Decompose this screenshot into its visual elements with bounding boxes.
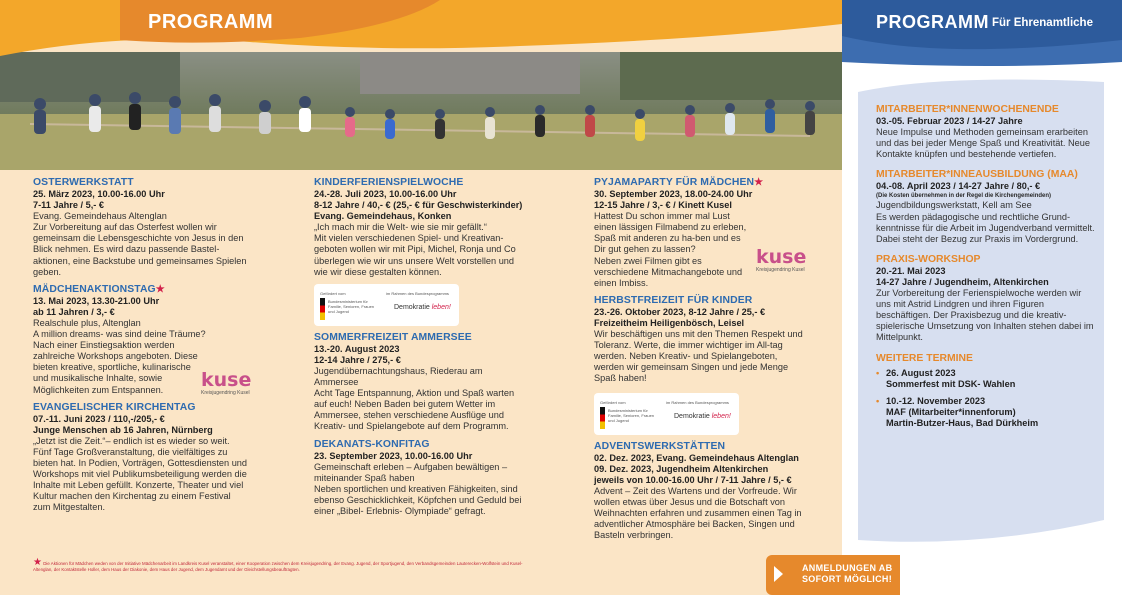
event-description: Realschule plus, Altenglan A million dreams- was sind deine Träume? Nach einer Einstiegsaktion werden zahlreiche Workshops angeboten. Diese bieten kreative, sportliche, kulinarische und musikalische Inhalte, sowie Möglichkeiten zum Entspannen. <box>33 317 206 395</box>
star-icon: ★ <box>155 283 165 295</box>
event-title: EVANGELISCHER KIRCHENTAG <box>33 401 196 413</box>
right-page-subtitle: Für Ehrenamtliche <box>992 17 1093 29</box>
eagle-icon <box>600 407 605 429</box>
event-title-row <box>33 284 248 296</box>
demokratie-logo <box>394 302 451 313</box>
event-date-2: 09. Dez. 2023, Jugendheim Altenkirchen <box>594 463 769 474</box>
cta-line-1: ANMELDUNGEN AB <box>802 563 893 573</box>
program-column-2 <box>314 177 529 523</box>
event-title: OSTERWERKSTATT <box>33 177 134 188</box>
event-description: Hattest Du schon immer mal Lust einen lässigen Filmabend zu erleben, Spaß mit anderen zu ha-ben und es Dir gut gehen zu lassen? Neben zwei Filmen gibt es verschiedene Mitmachangebote und einen Imbiss. <box>594 211 747 288</box>
term-date: 26. August 2023 <box>886 367 956 378</box>
event-description: Neue Impulse und Methoden gemeinsam erarbeiten und das bei jeder Menge Spaß und Kreativität. Neue Kontakte knüpfen und bestehende vertiefen. <box>876 127 1090 160</box>
gov-funded-label: Gefördert vom <box>320 290 346 296</box>
event-kirchentag <box>33 402 248 514</box>
event-date-1: 02. Dez. 2023, Evang. Gemeindehaus Altenglan <box>594 452 799 463</box>
event-kinderferienspielwoche <box>314 177 529 326</box>
kusel-logo-icon <box>756 247 806 287</box>
event-title: ADVENTSWERKSTÄTTEN <box>594 440 726 452</box>
event-location: Evang. Gemeindehaus, Konken <box>314 211 452 222</box>
program-column-3 <box>594 177 809 547</box>
event-maedchenaktionstag <box>33 283 252 396</box>
star-icon: ★ <box>33 557 42 568</box>
event-date: 13. Mai 2023, 13.30-21.00 Uhr <box>33 295 160 306</box>
event-adventswerkstaetten <box>594 441 809 542</box>
event-date: 30. September 2023, 18.00-24.00 Uhr <box>594 189 753 199</box>
event-konfitag <box>314 439 529 518</box>
list-item <box>876 368 1096 390</box>
demokratie-logo <box>674 411 731 422</box>
event-time-age-price: jeweils von 10.00-16.00 Uhr / 7-11 Jahre / 5,- € <box>594 474 792 485</box>
footnote <box>33 557 531 572</box>
gov-program-label: im Rahmen des Bundesprogramms <box>386 290 449 296</box>
event-age-price: 8-12 Jahre / 40,- € (25,- € für Geschwisterkinder) <box>314 200 523 211</box>
event-title: MITARBEITER*INNEAUSBILDUNG (MAA) <box>876 169 1078 181</box>
event-date: 23. September 2023, 10.00-16.00 Uhr <box>314 450 473 461</box>
kusel-logo-subtitle: Kreisjugendring Kusel <box>756 267 805 273</box>
kusel-logo-word: kuse <box>201 368 252 391</box>
event-location: Freizeitheim Heiligenbösch, Leisel <box>594 317 745 328</box>
event-title: DEKANATS-KONFITAG <box>314 438 430 450</box>
program-column-1 <box>33 177 252 519</box>
demokratie-text: Demokratie <box>394 303 432 311</box>
event-description: Jugendübernachtungshaus, Riederau am Ammersee Acht Tage Entspannung, Aktion und Spaß warten auf euch! Neben Baden bei gutem Wetter im Ammersee, stehen verschiedene Ausflüge und Kreativ- und Spielangebote auf dem Programm. <box>314 365 515 432</box>
cta-text <box>802 563 892 585</box>
event-description: Zur Vorbereitung der Ferienspielwoche werden wir uns mit Astrid Lindgren und ihren Figuren beschäftigen. Der Praxisbezug und die kreativ-spielerische Umsetzung von Inhalten stehen dabei im Mittelpunkt. <box>876 288 1094 343</box>
footnote-text: Die Aktionen für Mädchen weden von der Initiative Mädchenarbeit im Landkreis Kusel veranstaltet, einer Kooperation zwischen dem Kreisjugendring, der Evang. Jugend, der Sportjugend, den Verbandsgemeinden Lauterecken-Wolfstein und Kusel-Altenglan, der Kontaktstelle Holler, dem Haus der Diakonie, dem Haus der Jugend, dem Jugendamt und der Gleichstellungsbeauftragten. <box>33 561 523 572</box>
event-description: Jugendbildungswerkstatt, Kell am See Es werden pädagogische und rechtliche Grund-kenntnisse für die Arbeit im Jugendverband vermittelt. Dabei steht der Bezug zur Praxis im Vordergrund. <box>876 200 1095 244</box>
kusel-logo-subtitle: Kreisjugendring Kusel <box>201 389 250 396</box>
term-title: Sommerfest mit DSK- Wahlen <box>886 378 1016 389</box>
event-title-row <box>594 177 809 189</box>
gov-ministry-name: Bundesministerium für Familie, Senioren, Frauen und Jugend <box>328 298 375 314</box>
gov-ministry-name: Bundesministerium für Familie, Senioren, Frauen und Jugend <box>608 407 655 423</box>
right-panel <box>842 0 1122 595</box>
event-description: Evang. Gemeindehaus Altenglan Zur Vorbereitung auf das Osterfest wollen wir gemeinsam die Lebensgeschichte von Jesus in den Blick nehmen. Es wird dazu passende Bastel-aktionen, eine Backstube und gemeinsames Spielen geben. <box>33 211 247 277</box>
event-date-age-price: 23.-26. Oktober 2023, 8-12 Jahre / 25,- € <box>594 306 766 317</box>
event-date-age-price: 04.-08. April 2023 / 14-27 Jahre / 80,- € <box>876 181 1041 192</box>
event-sommerfreizeit <box>314 332 529 433</box>
event-title: PYJAMAPARTY FÜR MÄDCHEN <box>594 177 755 188</box>
event-praxis-workshop <box>876 254 1096 344</box>
term-location: Martin-Butzer-Haus, Bad Dürkheim <box>886 417 1039 428</box>
cta-line-2: SOFORT MÖGLICH! <box>802 574 892 584</box>
term-date: 10.-12. November 2023 <box>886 395 986 406</box>
event-description: „Ich mach mir die Welt- wie sie mir gefällt.“ Mit vielen verschiedenen Spiel- und Kreativan-geboten wollen wir mit Pipi, Michel, Ronja und Co überlegen wie wir uns unsere Welt vorstellen und wie wir diese gestalten können. <box>314 222 516 277</box>
gov-funded-label: Gefördert vom <box>600 399 626 405</box>
event-description: Wir beschäftigen uns mit den Themen Respekt und Toleranz. Werte, die immer wichtiger im All-tag werden. Neben Kreativ- und Spielangeboten, werden wir gemeinsam Singen und jede Menge Spaß haben! <box>594 329 803 384</box>
event-title: SOMMERFREIZEIT AMMERSEE <box>314 331 472 343</box>
event-date-age: 03.-05. Februar 2023 / 14-27 Jahre <box>876 116 1023 126</box>
bullet-icon: • <box>876 395 880 406</box>
further-dates-title: WEITERE TERMINE <box>876 352 973 364</box>
volunteer-column <box>876 104 1096 438</box>
event-age-price: 7-11 Jahre / 5,- € <box>33 200 104 211</box>
event-title: MITARBEITER*INNENWOCHENENDE <box>876 104 1059 115</box>
eagle-icon <box>320 298 325 320</box>
arrow-right-icon <box>774 566 783 582</box>
event-mitarbeiterwochenende <box>876 104 1096 160</box>
event-description: „Jetzt ist die Zeit.“– endlich ist es wieder so weit. Fünf Tage Großveranstaltung, die vielfältiges zu bieten hat. In Podien, Vorträgen, Gottesdiensten und Workshops mit viel Publikumsbeteiligung werden die Inhalte mit Leben gefüllt. Konzerte, Theater und viel Kultur machen den Kirchentag zu einem Festival zum Mitgestalten. <box>33 435 248 513</box>
gov-logo-box <box>594 393 739 435</box>
event-date: 25. März 2023, 10.00-16.00 Uhr <box>33 189 165 199</box>
event-age-location: 14-27 Jahre / Jugendheim, Altenkirchen <box>876 276 1049 287</box>
right-page-title: PROGRAMM <box>876 12 989 32</box>
event-description: Gemeinschaft erleben – Aufgaben bewältigen – miteinander Spaß haben Neben sportlichen und kreativen Fähigkeiten, sind ebenso Geschicklichkeit, Köpfchen und Geduld bei einer „Bibel- Erlebnis- Olympiade“ gefragt. <box>314 461 522 516</box>
registration-cta[interactable] <box>766 555 900 595</box>
event-age-price: 12-15 Jahre / 3,- € / Kinett Kusel <box>594 200 732 211</box>
event-date-price: 07.-11. Juni 2023 / 110,-/205,- € <box>33 413 165 424</box>
event-date: 13.-20. August 2023 <box>314 343 400 354</box>
event-title: HERBSTFREIZEIT FÜR KINDER <box>594 294 753 306</box>
event-title: KINDERFERIENSPIELWOCHE <box>314 177 464 188</box>
demokratie-text: Demokratie <box>674 412 712 420</box>
header-band <box>0 0 842 60</box>
event-date: 24.-28. Juli 2023, 10.00-16.00 Uhr <box>314 189 457 199</box>
event-age-price: 12-14 Jahre / 275,- € <box>314 354 401 365</box>
gov-program-label: im Rahmen des Bundesprogramms <box>666 399 729 405</box>
event-herbstfreizeit <box>594 295 809 435</box>
event-audience: Junge Menschen ab 16 Jahren, Nürnberg <box>33 424 213 435</box>
kusel-logo-word: kuse <box>756 246 807 268</box>
term-title: MAF (Mitarbeiter*innenforum) <box>886 406 1016 417</box>
event-cost-note: (Die Kosten übernehmen in der Regel die Kirchengemeinden) <box>876 193 1052 200</box>
event-title: MÄDCHENAKTIONSTAG <box>33 283 156 295</box>
event-title: PRAXIS-WORKSHOP <box>876 253 981 265</box>
list-item <box>876 396 1096 429</box>
leben-text: leben! <box>431 303 451 311</box>
event-date: 20.-21. Mai 2023 <box>876 265 946 276</box>
gov-logo-box <box>314 284 459 326</box>
page-title: PROGRAMM <box>148 11 274 33</box>
star-icon: ★ <box>754 177 764 188</box>
event-pyjamaparty <box>594 177 809 289</box>
further-dates <box>876 353 1096 429</box>
bullet-icon: • <box>876 367 880 378</box>
event-osterwerkstatt <box>33 177 248 278</box>
leben-text: leben! <box>711 412 731 420</box>
event-age-price: ab 11 Jahren / 3,- € <box>33 306 115 317</box>
event-description: Advent – Zeit des Wartens und der Vorfreude. Wir wollen etwas über Jesus und die Botschaft von Weihnachten erfahren und zusammen einen Tag in adventlicher Atmosphäre bei Backen, Singen und Basteln verbringen. <box>594 485 802 541</box>
group-photo <box>0 52 842 170</box>
event-mitarbeiterausbildung <box>876 169 1096 244</box>
